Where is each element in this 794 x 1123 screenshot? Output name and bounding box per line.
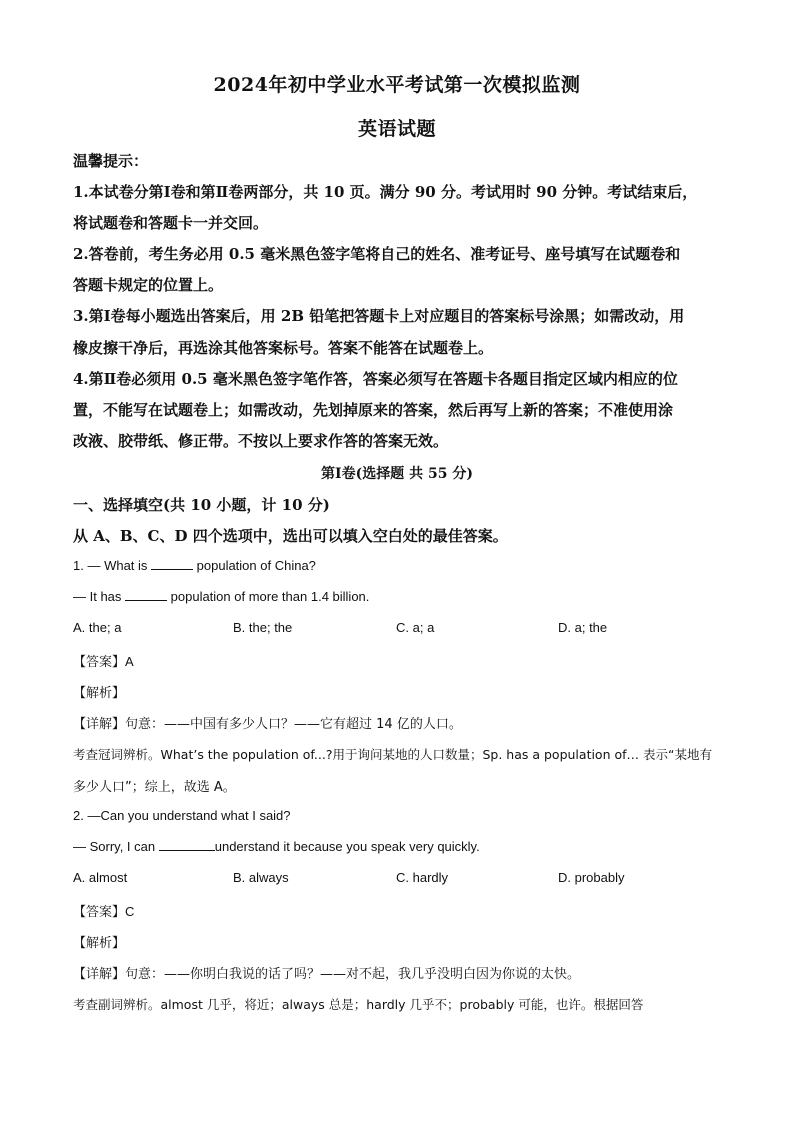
q2-option-c: C. hardly: [396, 870, 449, 885]
q1-detail-label: 【详解】: [73, 717, 126, 732]
q1-answer-label: 【答案】: [73, 655, 126, 670]
q1-detail-text: 句意：——中国有多少人口？——它有超过 14 亿的人口。: [125, 717, 462, 732]
q2-detail: [73, 963, 580, 982]
q1-stem-b-post: population of more than 1.4 billion.: [167, 589, 370, 604]
q2-analysis-label: 【解析】: [73, 936, 126, 951]
q2-answer: [73, 901, 134, 920]
q2-detail-label: 【详解】: [73, 967, 126, 982]
notice-line-5: 3.第Ⅰ卷每小题选出答案后，用 2B 铅笔把答题卡上对应题目的答案标号涂黑；如需改动，用: [73, 307, 685, 325]
q2-explain-1: 考查副词辨析。almost 几乎，将近；always 总是；hardly 几乎不；probably 可能，也许。根据回答: [73, 997, 644, 1012]
q1-explain-2: 多少人口”；综上，故选 A。: [73, 780, 236, 795]
q1-option-c: C. a; a: [396, 620, 435, 635]
q2-blank: [159, 840, 215, 851]
q1-stem-a: [73, 558, 316, 573]
notice-line-7: 4.第Ⅱ卷必须用 0.5 毫米黑色签字笔作答，答案必须写在答题卡各题目指定区域内相应的位: [73, 370, 678, 388]
q1-analysis-label: 【解析】: [73, 686, 126, 701]
q1-option-a: A. the; a: [73, 620, 122, 635]
q1-explain-1: 考查冠词辨析。What’s the population of...?用于询问某地的人口数量；Sp. has a population of… 表示“某地有: [73, 747, 712, 762]
q1-option-b: B. the; the: [233, 620, 293, 635]
q1-detail: [73, 713, 462, 732]
q1-blank-1: [151, 559, 193, 570]
q1-stem-a-post: population of China?: [193, 558, 316, 573]
notice-line-4: 答题卡规定的位置上。: [73, 276, 224, 294]
q1-answer: [73, 651, 134, 670]
q2-stem-a: 2. —Can you understand what I said?: [73, 808, 291, 823]
exam-subtitle: 英语试题: [357, 118, 436, 140]
notice-heading: 温馨提示：: [73, 152, 149, 170]
q1-answer-value: A: [125, 654, 134, 669]
q1-option-d: D. a; the: [558, 620, 608, 635]
exam-title: 2024年初中学业水平考试第一次模拟监测: [213, 74, 581, 96]
notice-line-1: 1.本试卷分第Ⅰ卷和第Ⅱ卷两部分，共 10 页。满分 90 分。考试用时 90 分钟。考试结束后，: [73, 183, 698, 201]
q2-answer-value: C: [125, 904, 135, 919]
q2-stem-b-pre: — Sorry, I can: [73, 839, 159, 854]
section-title: 一、选择填空(共 10 小题，计 10 分): [73, 496, 330, 514]
notice-line-3: 2.答卷前，考生务必用 0.5 毫米黑色签字笔将自己的姓名、准考证号、座号填写在试题卷和: [73, 245, 681, 263]
part1-heading: 第Ⅰ卷(选择题 共 55 分): [321, 466, 473, 482]
q2-option-a: A. almost: [73, 870, 128, 885]
q1-blank-2: [125, 590, 167, 601]
q2-option-d: D. probably: [558, 870, 625, 885]
q2-answer-label: 【答案】: [73, 905, 126, 920]
notice-line-2: 将试题卷和答题卡一并交回。: [73, 214, 269, 232]
notice-line-6: 橡皮擦干净后，再选涂其他答案标号。答案不能答在试题卷上。: [73, 339, 494, 357]
q2-option-b: B. always: [233, 870, 289, 885]
q1-stem-a-pre: 1. — What is: [73, 558, 152, 573]
q1-stem-b-pre: — It has: [73, 589, 126, 604]
section-instruction: 从 A、B、C、D 四个选项中，选出可以填入空白处的最佳答案。: [73, 527, 508, 545]
q2-detail-text: 句意：——你明白我说的话了吗？——对不起，我几乎没明白因为你说的太快。: [125, 967, 581, 982]
q1-stem-b: [73, 589, 369, 604]
notice-line-9: 改液、胶带纸、修正带。不按以上要求作答的答案无效。: [73, 432, 449, 450]
q2-stem-b-post: understand it because you speak very quickly.: [214, 839, 480, 854]
q2-stem-b: [73, 839, 480, 854]
notice-line-8: 置，不能写在试题卷上；如需改动，先划掉原来的答案，然后再写上新的答案；不准使用涂: [73, 401, 674, 419]
